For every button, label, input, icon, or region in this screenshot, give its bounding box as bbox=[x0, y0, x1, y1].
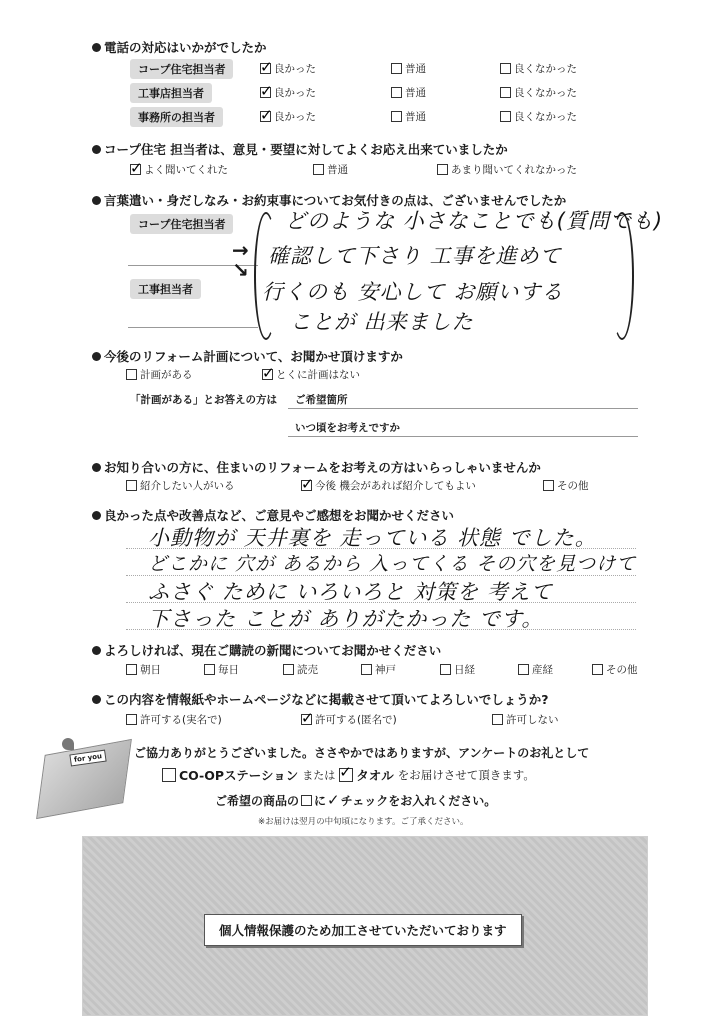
q7-opt-other[interactable]: その他 bbox=[592, 662, 638, 677]
checkbox-checked[interactable] bbox=[301, 714, 312, 725]
ribbon-icon bbox=[62, 738, 74, 750]
bullet-icon bbox=[92, 646, 101, 655]
checkbox[interactable] bbox=[126, 714, 137, 725]
checkbox[interactable] bbox=[500, 87, 511, 98]
q5-title: お知り合いの方に、住まいのリフォームをお考えの方はいらっしゃいませんか bbox=[92, 458, 541, 476]
gift-option-coop-checkbox[interactable] bbox=[162, 768, 176, 782]
q7-opt-mainichi[interactable]: 毎日 bbox=[204, 662, 239, 677]
q6-answer-line: 下さった ことが ありがたかった です。 bbox=[148, 607, 544, 631]
bullet-icon bbox=[92, 352, 101, 361]
q1-r3-opt3[interactable]: 良くなかった bbox=[500, 109, 577, 124]
q4-title: 今後のリフォーム計画について、お聞かせ頂けますか bbox=[92, 347, 403, 365]
q5-opt3[interactable]: その他 bbox=[543, 478, 589, 493]
bullet-icon bbox=[92, 695, 101, 704]
checkbox-checked[interactable] bbox=[301, 480, 312, 491]
checkbox[interactable] bbox=[126, 480, 137, 491]
checkbox[interactable] bbox=[500, 111, 511, 122]
checkbox-checked[interactable] bbox=[260, 63, 271, 74]
q6-title: 良かった点や改善点など、ご意見やご感想をお聞かせください bbox=[92, 506, 454, 524]
q1-r2-opt1[interactable]: ✓ 良かった bbox=[260, 85, 316, 100]
q1-r1-opt3[interactable]: 良くなかった bbox=[500, 61, 577, 76]
q1-r3-opt2[interactable]: 普通 bbox=[391, 109, 426, 124]
q7-title: よろしければ、現在ご購読の新聞についてお聞かせください bbox=[92, 641, 441, 659]
thanks-line-2-tail: をお届けさせて頂きます。 bbox=[397, 768, 535, 782]
checkbox[interactable] bbox=[313, 164, 324, 175]
q1-title: 電話の対応はいかがでしたか bbox=[92, 38, 267, 56]
checkbox[interactable] bbox=[204, 664, 215, 675]
checkbox[interactable] bbox=[391, 63, 402, 74]
thanks-line-1: ご協力ありがとうございました。ささやかではありますが、アンケートのお礼として bbox=[134, 746, 590, 760]
q6-answer-line: ふさぐ ために いろいろと 対策を 考えて bbox=[148, 580, 553, 604]
q2-opt2[interactable]: 普通 bbox=[313, 162, 348, 177]
checkbox-checked[interactable] bbox=[130, 164, 141, 175]
q1-r1-opt1[interactable]: ✓ 良かった bbox=[260, 61, 316, 76]
checkbox[interactable] bbox=[437, 164, 448, 175]
gift-tag: for you bbox=[69, 750, 106, 767]
arrow-icon: → bbox=[232, 238, 249, 262]
or-text: または bbox=[302, 769, 336, 782]
bullet-icon bbox=[92, 43, 101, 52]
thanks-line-2 bbox=[162, 766, 535, 784]
delivery-note: ※お届けは翌月の中旬頃になります。ご了承ください。 bbox=[258, 817, 469, 827]
gift-option-towel-checkbox[interactable] bbox=[339, 768, 353, 782]
q4-field1-line[interactable] bbox=[288, 408, 638, 409]
q3-answer-line: 行くのも 安心して お願いする bbox=[262, 280, 564, 304]
q6-answer-line: 小動物が 天井裏を 走っている 状態 でした。 bbox=[148, 526, 597, 550]
q3-label-1: コープ住宅担当者 bbox=[130, 214, 233, 234]
checkbox[interactable] bbox=[283, 664, 294, 675]
bullet-icon bbox=[92, 463, 101, 472]
thanks-line-3: ご希望の商品の に ✓ チェックをお入れください。 bbox=[215, 791, 497, 809]
checkbox[interactable] bbox=[361, 664, 372, 675]
q1-label-2: 工事店担当者 bbox=[130, 83, 212, 103]
q2-title: コープ住宅 担当者は、意見・要望に対してよくお応え出来ていましたか bbox=[92, 140, 508, 158]
checkbox[interactable] bbox=[126, 369, 137, 380]
q1-r2-opt2[interactable]: 普通 bbox=[391, 85, 426, 100]
q5-opt1[interactable]: 紹介したい人がいる bbox=[126, 478, 235, 493]
q4-field2-line[interactable] bbox=[288, 436, 638, 437]
q5-opt2[interactable]: ✓ 今後 機会があれば紹介してもよい bbox=[301, 478, 476, 493]
privacy-notice: 個人情報保護のため加工させていただいております bbox=[204, 914, 522, 946]
bullet-icon bbox=[92, 511, 101, 520]
checkbox-checked[interactable] bbox=[260, 111, 271, 122]
gift-option-towel-label: タオル bbox=[356, 768, 394, 783]
sample-checkbox-icon bbox=[301, 795, 312, 806]
checkbox[interactable] bbox=[543, 480, 554, 491]
checkbox[interactable] bbox=[126, 664, 137, 675]
gift-option-coop-label: CO-OPステーション bbox=[179, 768, 299, 783]
check-mark-icon: ✓ bbox=[327, 791, 340, 809]
q8-opt1[interactable]: 許可する(実名で) bbox=[126, 712, 222, 727]
q8-title: この内容を情報紙やホームページなどに掲載させて頂いてよろしいでしょうか? bbox=[92, 690, 549, 708]
checkbox[interactable] bbox=[492, 714, 503, 725]
q3-label-2: 工事担当者 bbox=[130, 279, 201, 299]
checkbox[interactable] bbox=[391, 87, 402, 98]
divider bbox=[128, 327, 258, 328]
q7-opt-nikkei[interactable]: 日経 bbox=[440, 662, 475, 677]
q7-opt-asahi[interactable]: 朝日 bbox=[126, 662, 161, 677]
bullet-icon bbox=[92, 196, 101, 205]
q3-answer-line: どのような 小さなことでも(質問でも) bbox=[285, 209, 664, 233]
q4-followup-label: 「計画がある」とお答えの方は bbox=[130, 394, 277, 406]
q1-r1-opt2[interactable]: 普通 bbox=[391, 61, 426, 76]
q3-answer-line: ことが 出来ました bbox=[290, 310, 474, 334]
q6-answer-line: どこかに 穴が あるから 入ってくる その穴を見つけて bbox=[148, 553, 637, 575]
gift-box-icon bbox=[36, 739, 132, 819]
q2-opt3[interactable]: あまり聞いてくれなかった bbox=[437, 162, 577, 177]
q2-opt1[interactable]: ✓ よく聞いてくれた bbox=[130, 162, 228, 177]
checkbox-checked[interactable] bbox=[262, 369, 273, 380]
q3-title: 言葉遣い・身だしなみ・お約束事についてお気付きの点は、ございませんでしたか bbox=[92, 191, 566, 209]
q4-field1-label: ご希望箇所 bbox=[295, 394, 348, 406]
q4-opt2[interactable]: ✓ とくに計画はない bbox=[262, 367, 360, 382]
bullet-icon bbox=[92, 145, 101, 154]
q7-opt-sankei[interactable]: 産経 bbox=[518, 662, 553, 677]
q8-opt3[interactable]: 許可しない bbox=[492, 712, 559, 727]
q7-opt-kobe[interactable]: 神戸 bbox=[361, 662, 396, 677]
q4-opt1[interactable]: 計画がある bbox=[126, 367, 193, 382]
arrow-icon: ↘ bbox=[232, 258, 249, 282]
checkbox-checked[interactable] bbox=[260, 87, 271, 98]
checkbox[interactable] bbox=[500, 63, 511, 74]
checkbox[interactable] bbox=[391, 111, 402, 122]
q1-r2-opt3[interactable]: 良くなかった bbox=[500, 85, 577, 100]
q3-answer-line: 確認して下さり 工事を進めて bbox=[268, 244, 562, 268]
checkbox[interactable] bbox=[592, 664, 603, 675]
checkbox[interactable] bbox=[440, 664, 451, 675]
q1-label-1: コープ住宅担当者 bbox=[130, 59, 233, 79]
q7-opt-yomiuri[interactable]: 読売 bbox=[283, 662, 318, 677]
q1-r3-opt1[interactable]: ✓ 良かった bbox=[260, 109, 316, 124]
q1-label-3: 事務所の担当者 bbox=[130, 107, 223, 127]
q4-field2-label: いつ頃をお考えですか bbox=[295, 422, 400, 434]
checkbox[interactable] bbox=[518, 664, 529, 675]
q8-opt2[interactable]: ✓ 許可する(匿名で) bbox=[301, 712, 397, 727]
